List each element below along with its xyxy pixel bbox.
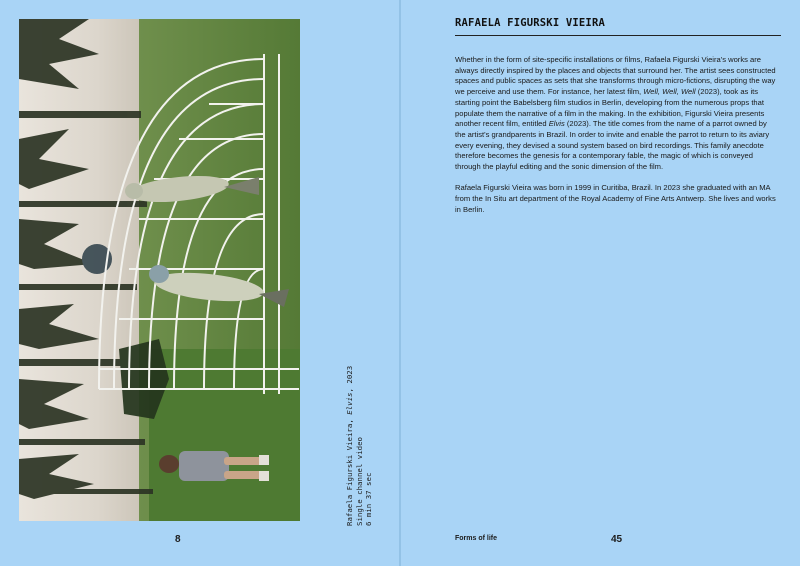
p1-text-e: (2023). The title comes from the name of a parrot owned by the artist's grandparents in Brazil. In order to invite and enable the parrot to return to its aviary every evening, they devised a sound system based on bird recordings. This family anecdote therefore becomes the genesis for a contemporary fable, the magic of which is conveyed through the playful editing and the sonic dimension of the film. xyxy=(455,119,770,172)
p1-text-a: Whether in the form of site-specific installations or films, Rafaela Figurski Vieira's works are always directly inspired by the places and objects that surround her. The artist sees constructed spaces and public spaces as sets that she transforms through micro-fictions, disrupting the way we perceive and use them. For instance, her latest film, xyxy=(455,55,776,97)
title-rule xyxy=(455,35,781,36)
caption-line-3: 6 min 37 sec xyxy=(364,472,374,526)
caption-line-2: Single channel video xyxy=(354,437,364,526)
page-gutter xyxy=(399,0,401,566)
footer-section-name: Forms of life xyxy=(455,535,498,542)
caption-artist: Rafaela Figurski Vieira, xyxy=(345,414,354,526)
article-body xyxy=(455,55,777,226)
caption-line-1 xyxy=(345,326,355,526)
p1-film-title-2: Elvis xyxy=(548,119,565,129)
p1-text-c: (2023), took as its starting point the Babelsberg film studios in Berlin, developing from the numerous props that populate them the narrative of a film in the making. In the exhibition, Figurski Vieira presents another recent film, entitled xyxy=(455,87,765,129)
artwork-photo xyxy=(19,19,300,521)
photo-illustration xyxy=(19,19,300,521)
caption-year: , 2023 xyxy=(345,365,354,393)
photo-caption xyxy=(345,326,374,526)
artist-title: RAFAELA FIGURSKI VIEIRA xyxy=(455,17,605,29)
paragraph-1 xyxy=(455,55,777,173)
page-number-left: 8 xyxy=(175,534,181,545)
caption-work-title: Elvis xyxy=(345,392,354,415)
page-number-right: 45 xyxy=(611,534,623,545)
p1-film-title-1: Well, Well, Well xyxy=(643,87,696,97)
paragraph-2: Rafaela Figurski Vieira was born in 1999 in Curitiba, Brazil. In 2023 she graduated with an MA from the In Situ art department of the Royal Academy of Fine Arts Antwerp. She lives and works in Berlin. xyxy=(455,183,776,214)
